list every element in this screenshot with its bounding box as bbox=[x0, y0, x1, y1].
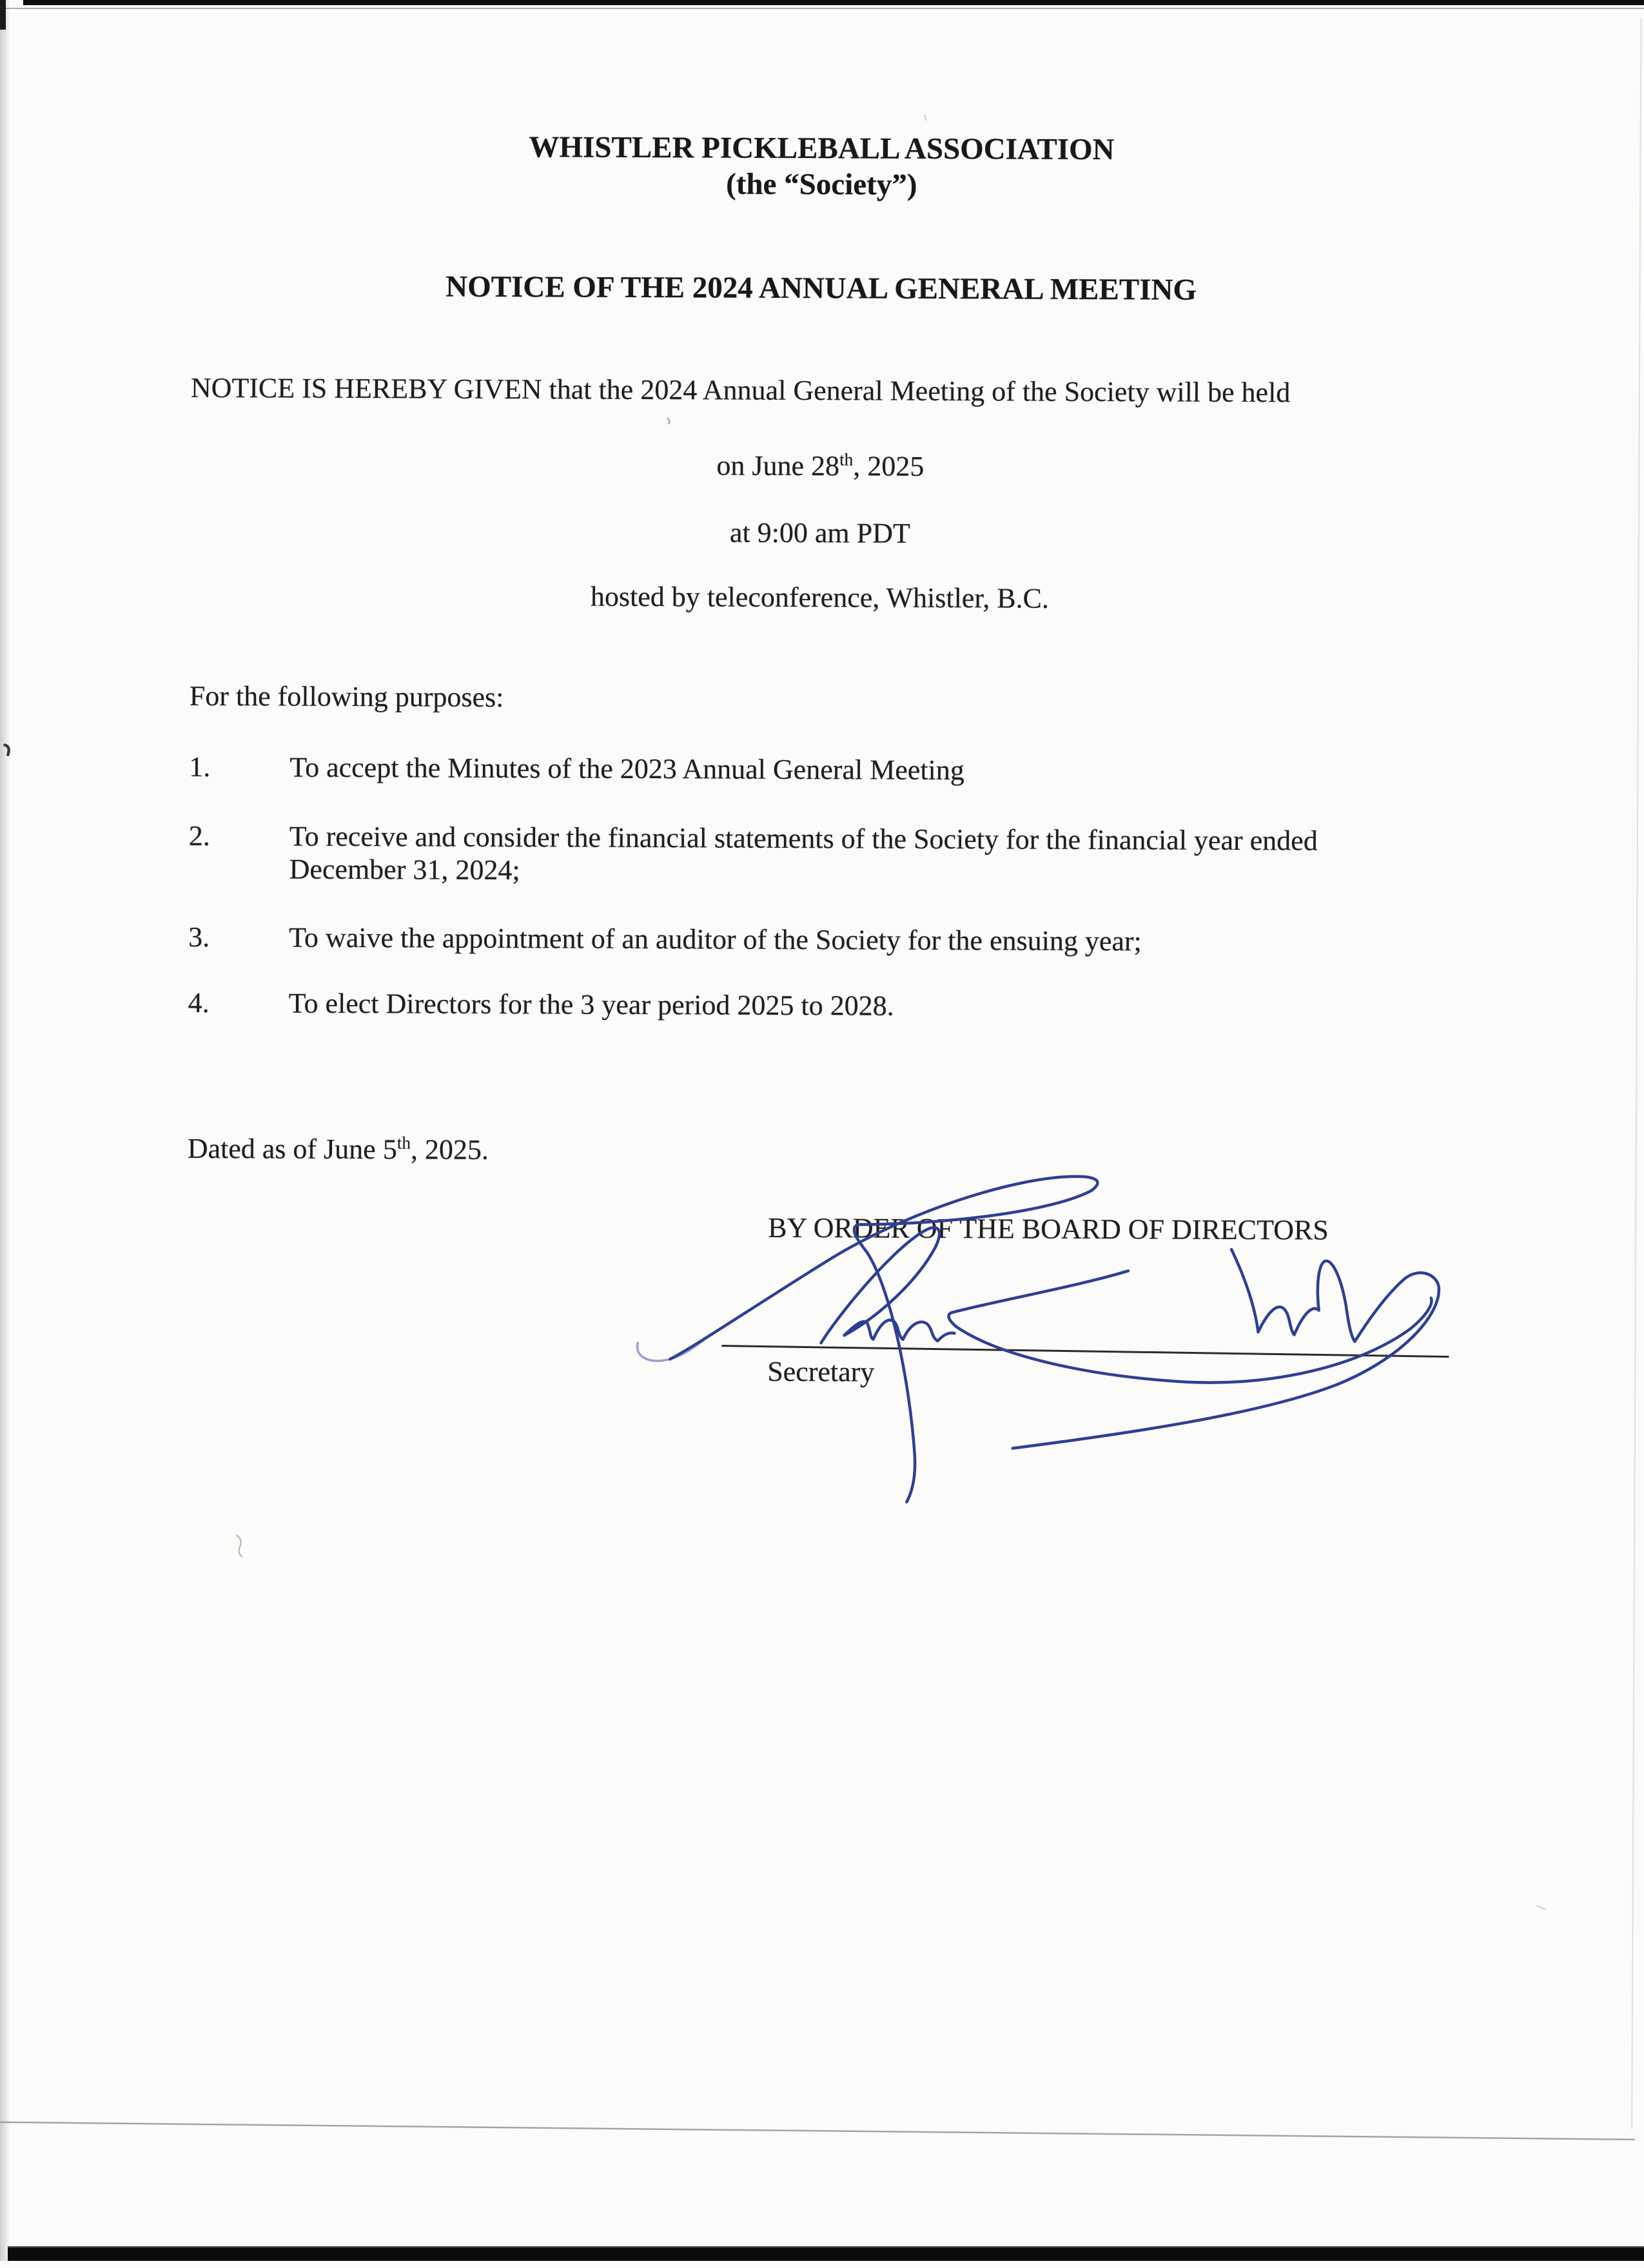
meeting-time-line: at 9:00 am PDT bbox=[729, 516, 910, 549]
purposes-intro: For the following purposes: bbox=[189, 679, 504, 714]
signature-role-label: Secretary bbox=[767, 1355, 875, 1388]
meeting-date-suffix: , 2025 bbox=[853, 450, 925, 482]
signature-stroke bbox=[1013, 1249, 1439, 1451]
meeting-date-prefix: on June 28 bbox=[716, 449, 840, 482]
paper-right-edge-line bbox=[1632, 19, 1641, 2129]
meeting-location-line: hosted by teleconference, Whistler, B.C. bbox=[590, 580, 1050, 614]
purpose-number: 1. bbox=[189, 750, 211, 783]
paper-edge-line bbox=[0, 2122, 1635, 2140]
purpose-text: To elect Directors for the 3 year period 2025 to 2028. bbox=[288, 987, 894, 1022]
org-name-title: WHISTLER PICKLEBALL ASSOCIATION bbox=[529, 130, 1115, 167]
purpose-text: To accept the Minutes of the 2023 Annual General Meeting bbox=[289, 751, 964, 787]
dated-prefix: Dated as of June 5 bbox=[187, 1132, 397, 1166]
dated-suffix: , 2025. bbox=[410, 1133, 489, 1166]
purpose-number: 3. bbox=[188, 921, 210, 953]
purpose-text: To receive and consider the financial statements of the Society for the financial year ended December 31, 2024; bbox=[289, 820, 1318, 886]
scan-speck bbox=[5, 745, 8, 755]
purpose-number: 4. bbox=[188, 986, 210, 1019]
meeting-date-line bbox=[0, 446, 1642, 486]
scan-speck bbox=[236, 1535, 242, 1557]
scan-speck bbox=[667, 418, 670, 424]
scan-speck bbox=[925, 115, 926, 121]
notice-title: NOTICE OF THE 2024 ANNUAL GENERAL MEETING bbox=[445, 269, 1197, 307]
signature-stroke bbox=[637, 1337, 707, 1361]
scan-speck bbox=[1537, 1906, 1546, 1910]
by-order-line: BY ORDER OF THE BOARD OF DIRECTORS bbox=[768, 1211, 1329, 1246]
dated-line bbox=[188, 1132, 489, 1166]
purpose-text: To waive the appointment of an auditor of the Society for the ensuing year; bbox=[289, 921, 1142, 957]
notice-intro-line: NOTICE IS HEREBY GIVEN that the 2024 Annual General Meeting of the Society will be held bbox=[190, 371, 1291, 409]
meeting-date-ordinal: th bbox=[839, 449, 854, 469]
signature-stroke bbox=[948, 1270, 1432, 1383]
purpose-number: 2. bbox=[188, 819, 210, 852]
org-subtitle: (the “Society”) bbox=[726, 167, 917, 202]
dated-ordinal: th bbox=[396, 1133, 411, 1153]
